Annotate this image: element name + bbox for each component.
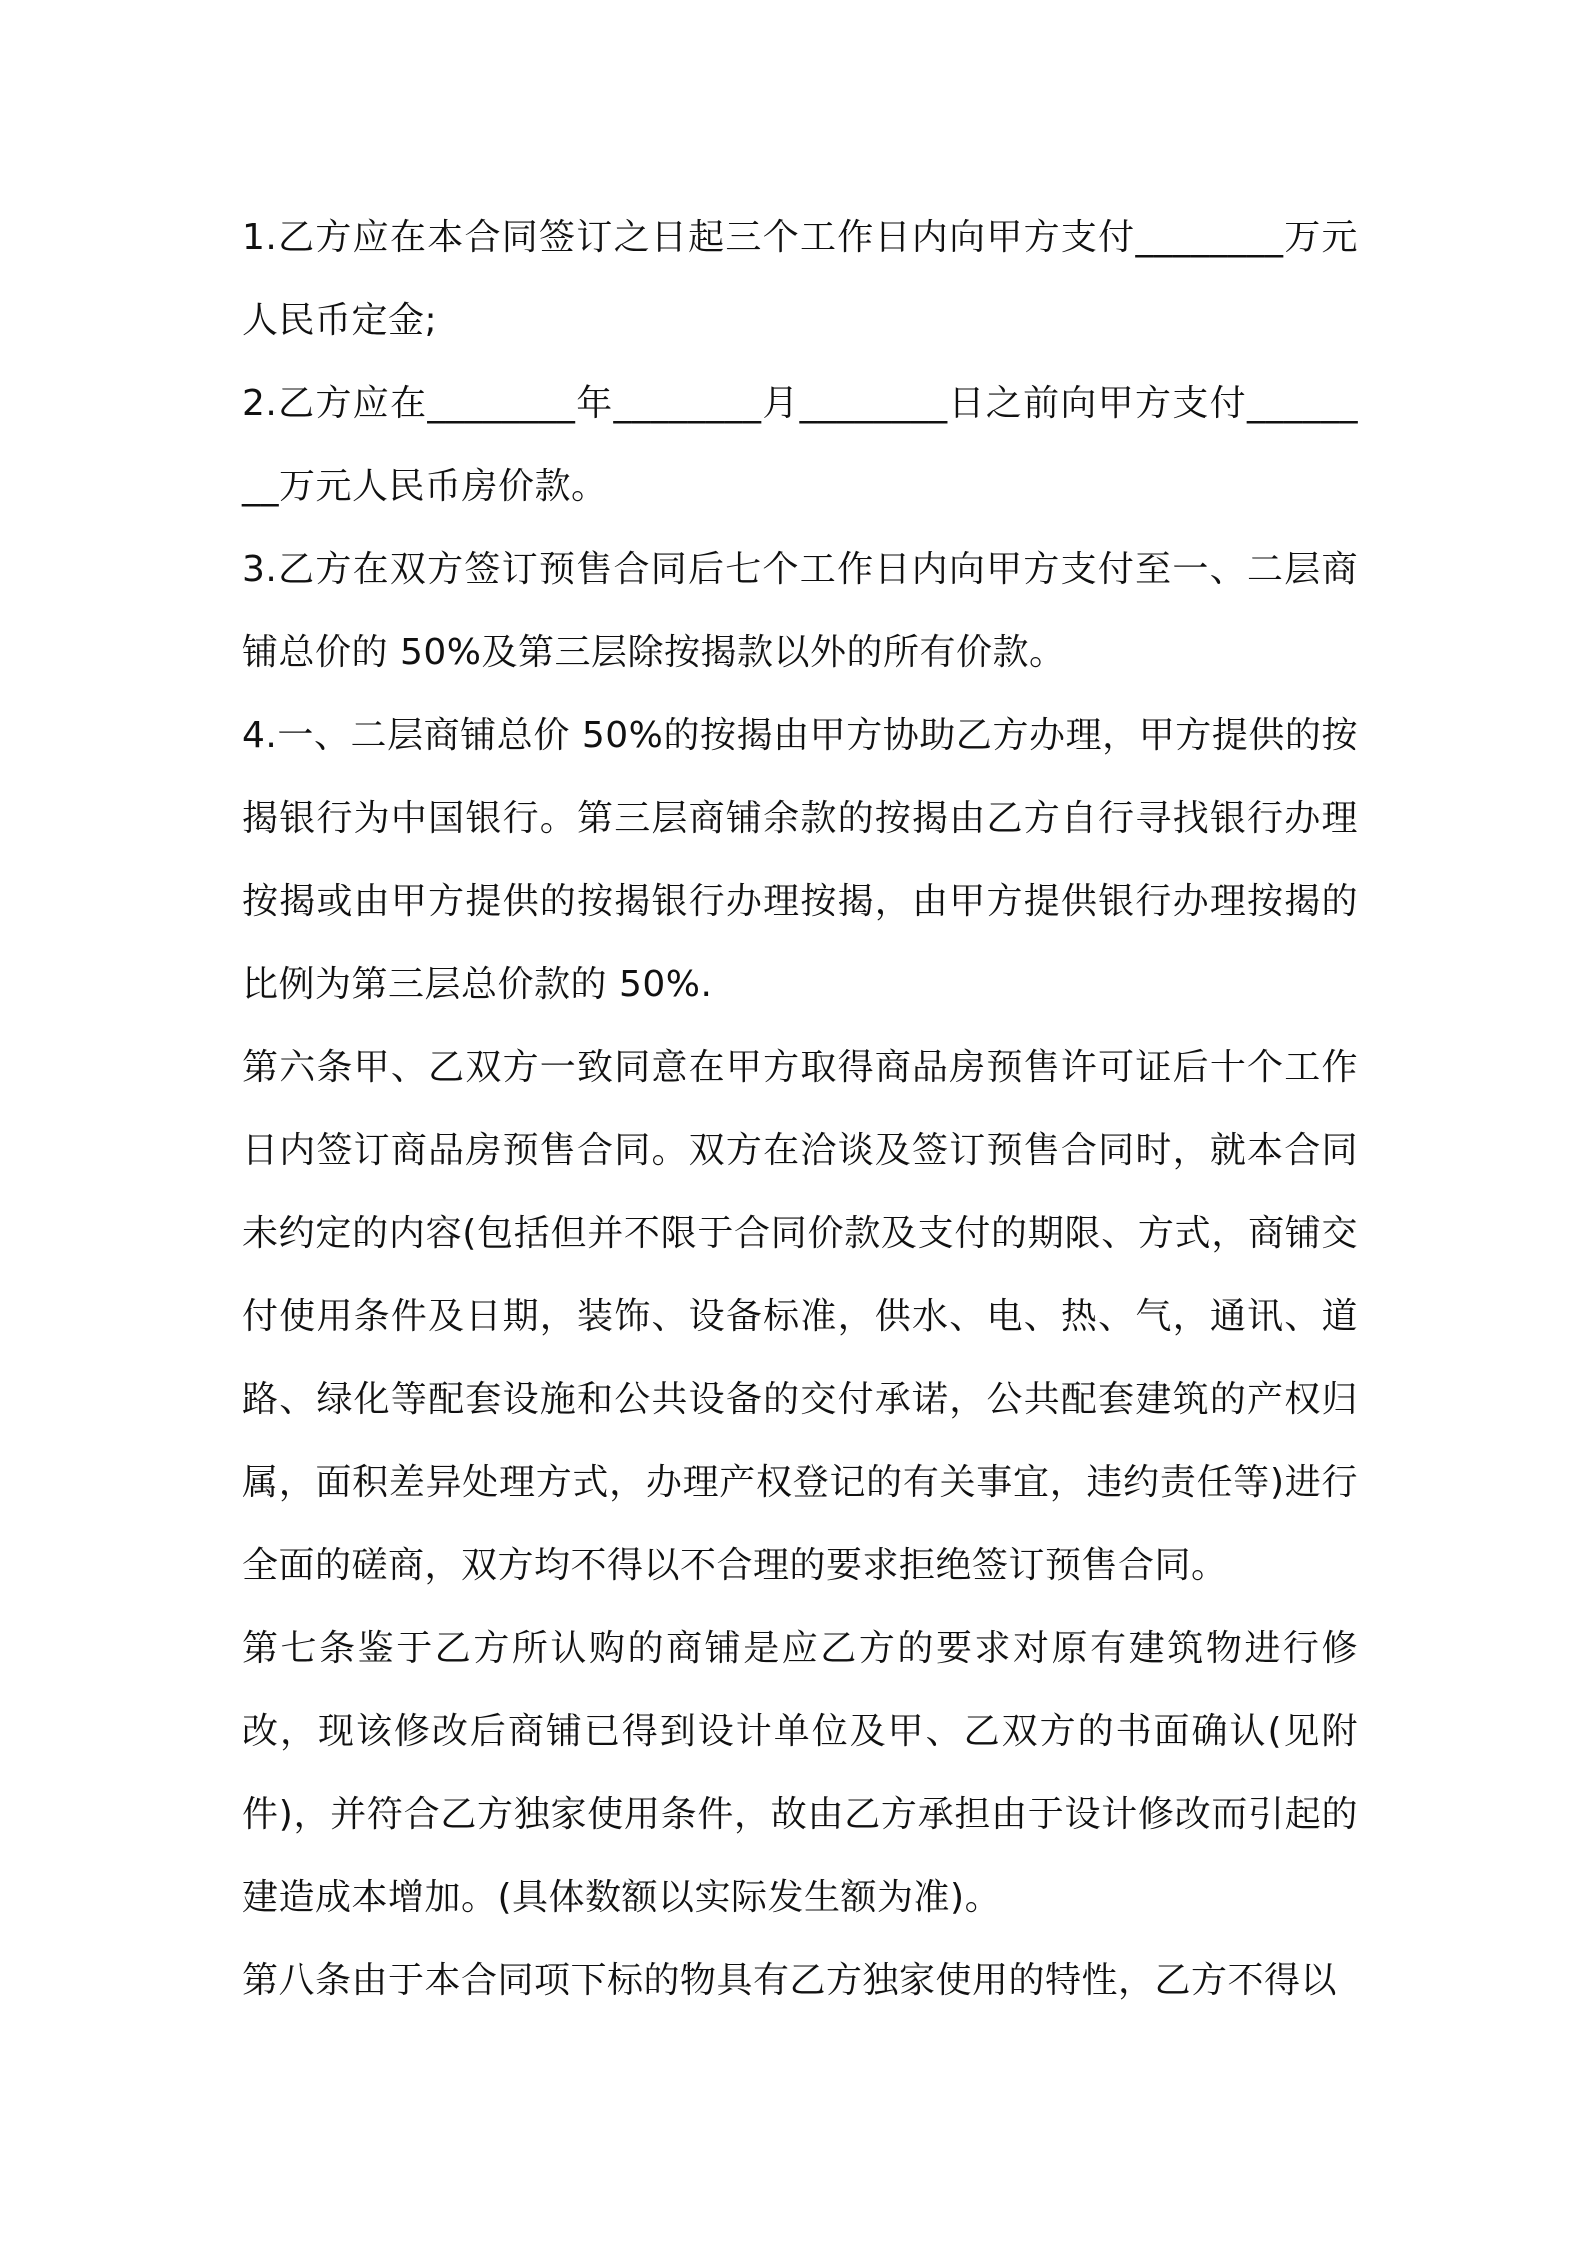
article-7-design-modification: 第七条鉴于乙方所认购的商铺是应乙方的要求对原有建筑物进行修改，现该修改后商铺已得到设计单位及甲、乙双方的书面确认(见附件)，并符合乙方独家使用条件，故由乙方承担由于设计修改而引起的建造成本增加。(具体数额以实际发生额为准)。 — [242, 1628, 1358, 1918]
document-body — [242, 196, 1358, 2022]
clause-mortgage: 4.一、二层商铺总价 50%的按揭由甲方协助乙方办理，甲方提供的按揭银行为中国银行。第三层商铺余款的按揭由乙方自行寻找银行办理按揭或由甲方提供的按揭银行办理按揭，由甲方提供银行办理按揭的比例为第三层总价款的 50%. — [242, 715, 1358, 1005]
clause-payment-house-price: 2.乙方应在________年________月________日之前向甲方支付________万元人民币房价款。 — [242, 383, 1358, 507]
clause-payment-deposit: 1.乙方应在本合同签订之日起三个工作日内向甲方支付________万元人民币定金; — [242, 217, 1358, 341]
article-8-exclusive-use: 第八条由于本合同项下标的物具有乙方独家使用的特性，乙方不得以 — [242, 1960, 1338, 2001]
article-6-presale-contract: 第六条甲、乙双方一致同意在甲方取得商品房预售许可证后十个工作日内签订商品房预售合同。双方在洽谈及签订预售合同时，就本合同未约定的内容(包括但并不限于合同价款及支付的期限、方式，商铺交付使用条件及日期，装饰、设备标准，供水、电、热、气，通讯、道路、绿化等配套设施和公共设备的交付承诺，公共配套建筑的产权归属，面积差异处理方式，办理产权登记的有关事宜，违约责任等)进行全面的磋商，双方均不得以不合理的要求拒绝签订预售合同。 — [242, 1047, 1358, 1586]
clause-payment-after-presale: 3.乙方在双方签订预售合同后七个工作日内向甲方支付至一、二层商铺总价的 50%及第三层除按揭款以外的所有价款。 — [242, 549, 1358, 673]
